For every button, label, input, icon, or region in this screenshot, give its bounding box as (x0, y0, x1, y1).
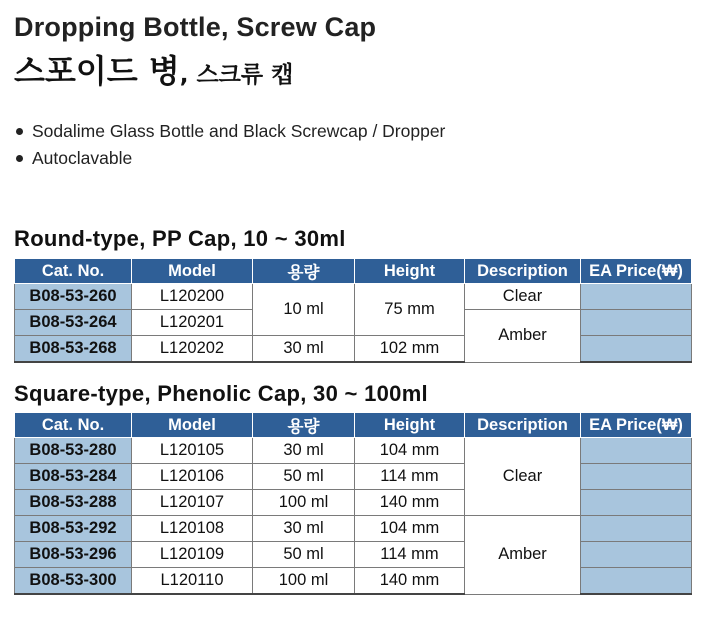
volume-cell: 10 ml (253, 284, 355, 336)
description-cell: Clear (465, 438, 581, 516)
table-row (15, 568, 692, 595)
feature-item (14, 118, 445, 145)
round-type-title: Round-type, PP Cap, 10 ~ 30ml (14, 226, 346, 251)
header-volume: 용량 (253, 259, 355, 284)
header-model: Model (132, 259, 253, 284)
model-cell: L120107 (132, 490, 253, 516)
price-cell (581, 284, 692, 310)
header-volume: 용량 (253, 413, 355, 438)
height-cell: 140 mm (355, 490, 465, 516)
cat-no-cell: B08-53-292 (15, 516, 132, 542)
description-cell: Clear (465, 284, 581, 310)
table-row (15, 336, 692, 363)
price-cell (581, 336, 692, 363)
model-cell: L120201 (132, 310, 253, 336)
header-model: Model (132, 413, 253, 438)
height-cell: 102 mm (355, 336, 465, 363)
price-cell (581, 464, 692, 490)
cat-no-cell: B08-53-268 (15, 336, 132, 363)
volume-cell: 30 ml (253, 438, 355, 464)
model-cell: L120106 (132, 464, 253, 490)
table-row (15, 438, 692, 464)
product-title-korean (14, 46, 293, 92)
cat-no-cell: B08-53-264 (15, 310, 132, 336)
feature-text: Autoclavable (32, 148, 133, 168)
volume-cell: 100 ml (253, 568, 355, 595)
volume-cell: 30 ml (253, 336, 355, 363)
price-cell (581, 542, 692, 568)
height-cell: 104 mm (355, 438, 465, 464)
bullet-icon (16, 155, 23, 162)
cat-no-cell: B08-53-288 (15, 490, 132, 516)
header-description: Description (465, 413, 581, 438)
header-height: Height (355, 259, 465, 284)
volume-cell: 100 ml (253, 490, 355, 516)
korean-title-main: 스포이드 병 (14, 52, 180, 90)
model-cell: L120202 (132, 336, 253, 363)
volume-cell: 50 ml (253, 464, 355, 490)
price-cell (581, 310, 692, 336)
description-cell: Amber (465, 516, 581, 595)
header-height: Height (355, 413, 465, 438)
feature-item (14, 145, 445, 172)
cat-no-cell: B08-53-280 (15, 438, 132, 464)
korean-title-sub: , 스크류 캡 (179, 62, 294, 88)
description-cell: Amber (465, 310, 581, 363)
height-cell: 114 mm (355, 542, 465, 568)
feature-text: Sodalime Glass Bottle and Black Screwcap / Dropper (32, 121, 446, 141)
model-cell: L120108 (132, 516, 253, 542)
product-title: Dropping Bottle, Screw Cap (14, 12, 377, 42)
table-row (15, 490, 692, 516)
header-description: Description (465, 259, 581, 284)
cat-no-cell: B08-53-260 (15, 284, 132, 310)
table-row (15, 516, 692, 542)
square-type-title: Square-type, Phenolic Cap, 30 ~ 100ml (14, 381, 428, 406)
price-cell (581, 516, 692, 542)
table-row (15, 464, 692, 490)
header-ea-price: EA Price(₩) (581, 259, 692, 284)
height-cell: 140 mm (355, 568, 465, 595)
table-row (15, 542, 692, 568)
volume-cell: 30 ml (253, 516, 355, 542)
header-cat-no: Cat. No. (15, 259, 132, 284)
height-cell: 114 mm (355, 464, 465, 490)
cat-no-cell: B08-53-300 (15, 568, 132, 595)
cat-no-cell: B08-53-284 (15, 464, 132, 490)
table-header-row (15, 413, 692, 438)
model-cell: L120105 (132, 438, 253, 464)
table-header-row (15, 259, 692, 284)
bullet-icon (16, 128, 23, 135)
model-cell: L120109 (132, 542, 253, 568)
table-row (15, 284, 692, 310)
volume-cell: 50 ml (253, 542, 355, 568)
height-cell: 104 mm (355, 516, 465, 542)
model-cell: L120200 (132, 284, 253, 310)
model-cell: L120110 (132, 568, 253, 595)
round-type-table (14, 258, 692, 363)
height-cell: 75 mm (355, 284, 465, 336)
price-cell (581, 568, 692, 595)
price-cell (581, 490, 692, 516)
square-type-table (14, 412, 692, 595)
cat-no-cell: B08-53-296 (15, 542, 132, 568)
feature-list (14, 118, 445, 172)
header-ea-price: EA Price(₩) (581, 413, 692, 438)
header-cat-no: Cat. No. (15, 413, 132, 438)
price-cell (581, 438, 692, 464)
